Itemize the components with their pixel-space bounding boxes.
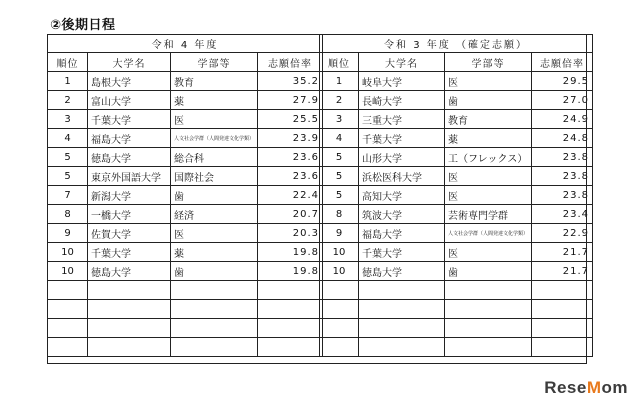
table-row [48, 91, 323, 110]
ratio-cell: 20.7 [258, 205, 323, 224]
empty-row [320, 319, 593, 338]
faculty-cell: 教育 [445, 110, 532, 129]
empty-cell [88, 319, 171, 338]
empty-cell [320, 281, 359, 300]
rank-cell: 9 [48, 224, 88, 243]
empty-cell [258, 300, 323, 319]
table-row [48, 148, 323, 167]
ratio-cell: 23.6 [258, 167, 323, 186]
empty-cell [48, 319, 88, 338]
table-row [320, 148, 593, 167]
rank-cell: 1 [48, 72, 88, 91]
empty-cell [532, 319, 593, 338]
rank-cell: 5 [320, 148, 359, 167]
table-row [320, 110, 593, 129]
faculty-cell: 人文社会学群（人間発達文化学類） [445, 224, 532, 243]
ratio-cell: 24.9 [532, 110, 593, 129]
empty-cell [320, 338, 359, 357]
faculty-cell: 医 [171, 110, 258, 129]
empty-cell [532, 281, 593, 300]
table-row [320, 224, 593, 243]
table-row [48, 243, 323, 262]
university-cell: 佐賀大学 [88, 224, 171, 243]
university-cell: 島根大学 [88, 72, 171, 91]
empty-cell [359, 319, 445, 338]
empty-cell [48, 338, 88, 357]
faculty-cell: 人文社会学群（人間発達文化学類） [171, 129, 258, 148]
ratio-cell: 23.8 [532, 186, 593, 205]
faculty-cell: 総合科 [171, 148, 258, 167]
table-row [48, 224, 323, 243]
ratio-cell: 24.8 [532, 129, 593, 148]
university-cell: 高知大学 [359, 186, 445, 205]
table-row [320, 91, 593, 110]
ratio-cell: 22.9 [532, 224, 593, 243]
ratio-cell: 21.7 [532, 243, 593, 262]
empty-cell [171, 319, 258, 338]
rank-cell: 10 [48, 262, 88, 281]
empty-cell [171, 300, 258, 319]
column-header-rank: 順位 [48, 53, 88, 72]
empty-cell [532, 338, 593, 357]
table-row [48, 262, 323, 281]
empty-row [48, 338, 323, 357]
table-row [48, 205, 323, 224]
university-cell: 徳島大学 [88, 148, 171, 167]
ratio-cell: 19.8 [258, 262, 323, 281]
resemom-logo: ReseMom [544, 378, 628, 397]
university-cell: 千葉大学 [88, 243, 171, 262]
rank-cell: 4 [48, 129, 88, 148]
ratio-cell: 29.5 [532, 72, 593, 91]
university-cell: 岐阜大学 [359, 72, 445, 91]
ratio-cell: 27.9 [258, 91, 323, 110]
rank-cell: 9 [320, 224, 359, 243]
faculty-cell: 薬 [171, 243, 258, 262]
university-cell: 浜松医科大学 [359, 167, 445, 186]
rank-cell: 4 [320, 129, 359, 148]
rank-cell: 8 [48, 205, 88, 224]
rank-cell: 1 [320, 72, 359, 91]
faculty-cell: 歯 [171, 262, 258, 281]
table-row [320, 262, 593, 281]
column-header-university: 大学名 [359, 53, 445, 72]
empty-cell [445, 338, 532, 357]
table-row [48, 186, 323, 205]
empty-cell [258, 338, 323, 357]
university-cell: 徳島大学 [88, 262, 171, 281]
empty-cell [258, 281, 323, 300]
ratio-cell: 23.8 [532, 148, 593, 167]
university-cell: 千葉大学 [88, 110, 171, 129]
ratio-cell: 20.3 [258, 224, 323, 243]
university-cell: 一橋大学 [88, 205, 171, 224]
rank-cell: 5 [320, 186, 359, 205]
ratio-cell: 35.2 [258, 72, 323, 91]
table-caption: 令和 4 年度 [48, 35, 323, 53]
empty-row [48, 300, 323, 319]
university-cell: 徳島大学 [359, 262, 445, 281]
rank-cell: 10 [48, 243, 88, 262]
faculty-cell: 医 [445, 167, 532, 186]
empty-cell [320, 300, 359, 319]
university-cell: 千葉大学 [359, 243, 445, 262]
faculty-cell: 医 [445, 186, 532, 205]
ratio-cell: 23.6 [258, 148, 323, 167]
table-row [320, 243, 593, 262]
faculty-cell: 工（フレックス） [445, 148, 532, 167]
faculty-cell: 薬 [171, 91, 258, 110]
faculty-cell: 医 [445, 243, 532, 262]
faculty-cell: 教育 [171, 72, 258, 91]
ratio-cell: 25.5 [258, 110, 323, 129]
ratio-cell: 23.9 [258, 129, 323, 148]
ranking-table-r4 [47, 34, 323, 357]
table-row [320, 186, 593, 205]
empty-cell [320, 319, 359, 338]
faculty-cell: 医 [445, 72, 532, 91]
table-row [48, 167, 323, 186]
empty-row [48, 319, 323, 338]
university-cell: 筑波大学 [359, 205, 445, 224]
section-title: ②後期日程 [50, 18, 116, 33]
column-header-faculty: 学部等 [445, 53, 532, 72]
rank-cell: 5 [320, 167, 359, 186]
ratio-cell: 21.7 [532, 262, 593, 281]
university-cell: 新潟大学 [88, 186, 171, 205]
faculty-cell: 芸術専門学群 [445, 205, 532, 224]
empty-cell [258, 319, 323, 338]
column-header-university: 大学名 [88, 53, 171, 72]
university-cell: 福島大学 [359, 224, 445, 243]
ratio-cell: 23.8 [532, 167, 593, 186]
empty-row [320, 281, 593, 300]
table-row [48, 110, 323, 129]
faculty-cell: 医 [171, 224, 258, 243]
faculty-cell: 国際社会 [171, 167, 258, 186]
empty-row [320, 338, 593, 357]
university-cell: 富山大学 [88, 91, 171, 110]
rank-cell: 2 [320, 91, 359, 110]
table-row [320, 167, 593, 186]
faculty-cell: 歯 [171, 186, 258, 205]
empty-cell [88, 338, 171, 357]
table-row [48, 72, 323, 91]
ratio-cell: 27.0 [532, 91, 593, 110]
ratio-cell: 19.8 [258, 243, 323, 262]
rank-cell: 2 [48, 91, 88, 110]
rank-cell: 8 [320, 205, 359, 224]
university-cell: 三重大学 [359, 110, 445, 129]
empty-cell [48, 300, 88, 319]
university-cell: 長崎大学 [359, 91, 445, 110]
empty-cell [171, 338, 258, 357]
rank-cell: 5 [48, 167, 88, 186]
column-header-rank: 順位 [320, 53, 359, 72]
faculty-cell: 薬 [445, 129, 532, 148]
table-caption: 令和 3 年度 （確定志願） [320, 35, 593, 53]
rank-cell: 10 [320, 243, 359, 262]
column-header-faculty: 学部等 [171, 53, 258, 72]
empty-row [48, 281, 323, 300]
empty-cell [359, 300, 445, 319]
ratio-cell: 23.4 [532, 205, 593, 224]
faculty-cell: 歯 [445, 262, 532, 281]
rank-cell: 3 [320, 110, 359, 129]
rank-cell: 3 [48, 110, 88, 129]
university-cell: 千葉大学 [359, 129, 445, 148]
table-row [320, 205, 593, 224]
column-header-ratio: 志願倍率 [532, 53, 593, 72]
ranking-table-r3 [319, 34, 593, 357]
faculty-cell: 経済 [171, 205, 258, 224]
table-row [320, 72, 593, 91]
empty-cell [532, 300, 593, 319]
empty-cell [445, 319, 532, 338]
rank-cell: 7 [48, 186, 88, 205]
empty-row [320, 300, 593, 319]
university-cell: 山形大学 [359, 148, 445, 167]
empty-cell [171, 281, 258, 300]
rank-cell: 5 [48, 148, 88, 167]
empty-cell [445, 300, 532, 319]
empty-cell [48, 281, 88, 300]
faculty-cell: 歯 [445, 91, 532, 110]
empty-cell [445, 281, 532, 300]
table-row [48, 129, 323, 148]
empty-cell [88, 300, 171, 319]
column-header-ratio: 志願倍率 [258, 53, 323, 72]
table-row [320, 129, 593, 148]
ratio-cell: 22.4 [258, 186, 323, 205]
empty-cell [359, 338, 445, 357]
university-cell: 福島大学 [88, 129, 171, 148]
rank-cell: 10 [320, 262, 359, 281]
empty-cell [88, 281, 171, 300]
empty-cell [359, 281, 445, 300]
university-cell: 東京外国語大学 [88, 167, 171, 186]
